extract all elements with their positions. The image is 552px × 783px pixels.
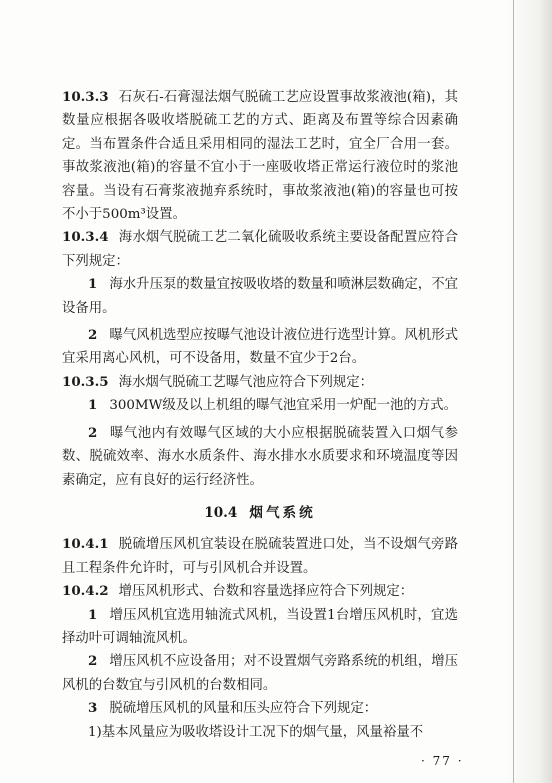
item-text: 300MW级及以上机组的曝气池宜采用一炉配一池的方式。: [109, 398, 457, 414]
item-text: 增压风机不应设备用；对不设置烟气旁路系统的机组，增压风机的台数宜与引风机的台数相同。: [62, 654, 458, 693]
clause-10-4-2-subitem-1: 1)基本风量应为吸收塔设计工况下的烟气量，风量裕量不: [88, 724, 424, 740]
item-number: 2: [88, 653, 98, 670]
clause-10-4-2-item-2: [62, 650, 458, 697]
item-number: 1: [88, 276, 98, 293]
item-text: 增压风机宜选用轴流式风机，当设置1台增压风机时，宜选择动叶可调轴流风机。: [62, 607, 458, 646]
clause-10-4-2: [62, 580, 458, 603]
clause-10-4-2-item-1: [62, 604, 458, 651]
clause-number: 10.3.5: [62, 373, 109, 390]
clause-10-3-4-item-2: [62, 324, 458, 371]
clause-number: 10.3.4: [62, 229, 109, 246]
page-number: · 77 ·: [421, 754, 464, 768]
item-number: 2: [88, 424, 98, 441]
clause-10-3-4: [62, 226, 458, 273]
clause-number: 10.4.2: [62, 583, 109, 600]
page-content: [62, 86, 458, 744]
clause-10-3-5-item-2: [62, 422, 458, 492]
clause-10-3-5: [62, 371, 458, 394]
item-text: 脱硫增压风机的风量和压头应符合下列规定：: [109, 701, 378, 717]
clause-10-4-1: [62, 533, 458, 580]
clause-text: 海水烟气脱硫工艺二氧化硫吸收系统主要设备配置应符合下列规定：: [62, 230, 458, 269]
clause-10-3-3: [62, 86, 458, 226]
clause-10-3-4-item-1: [62, 273, 458, 320]
item-number: 3: [88, 700, 98, 717]
clause-10-4-2-item-3: [62, 697, 458, 720]
item-number: 1: [88, 606, 98, 623]
item-text: 曝气池内有效曝气区域的大小应根据脱硫装置入口烟气参数、脱硫效率、海水水质条件、海水排水水质要求和环境温度等因素确定，应有良好的运行经济性。: [62, 425, 458, 488]
clause-text: 石灰石-石膏湿法烟气脱硫工艺应设置事故浆液池(箱)，其数量应根据各吸收塔脱硫工艺的方式、距离及布置等综合因素确定。当布置条件合适且采用相同的湿法工艺时，宜全厂合用一套。事故浆液池(箱)的容量不宜小于一座吸收塔正常运行液位时的浆池容量。当设有石膏浆液抛弃系统时，事故浆液池(箱)的容量也可按不小于500m³设置。: [62, 90, 458, 223]
clause-text: 海水烟气脱硫工艺曝气池应符合下列规定：: [118, 374, 374, 390]
item-text: 曝气风机选型应按曝气池设计液位进行选型计算。风机形式宜采用离心风机，可不设备用，数量不宜少于2台。: [62, 328, 458, 367]
item-number: 1: [88, 397, 98, 414]
clause-number: 10.4.1: [62, 536, 109, 553]
clause-10-3-5-item-1: [62, 394, 458, 417]
page-binding-line: [513, 0, 514, 783]
item-text: 海水升压泵的数量宜按吸收塔的数量和喷淋层数确定，不宜设备用。: [62, 277, 458, 316]
item-number: 2: [88, 327, 98, 344]
section-heading: [62, 502, 458, 525]
clause-number: 10.3.3: [62, 89, 109, 105]
section-number: 10.4: [204, 504, 238, 521]
clause-text: 增压风机形式、台数和容量选择应符合下列规定：: [118, 584, 414, 600]
clause-text: 脱硫增压风机宜装设在脱硫装置进口处，当不设烟气旁路且工程条件允许时，可与引风机合并设置。: [62, 537, 458, 576]
section-title: 烟气系统: [249, 504, 316, 521]
